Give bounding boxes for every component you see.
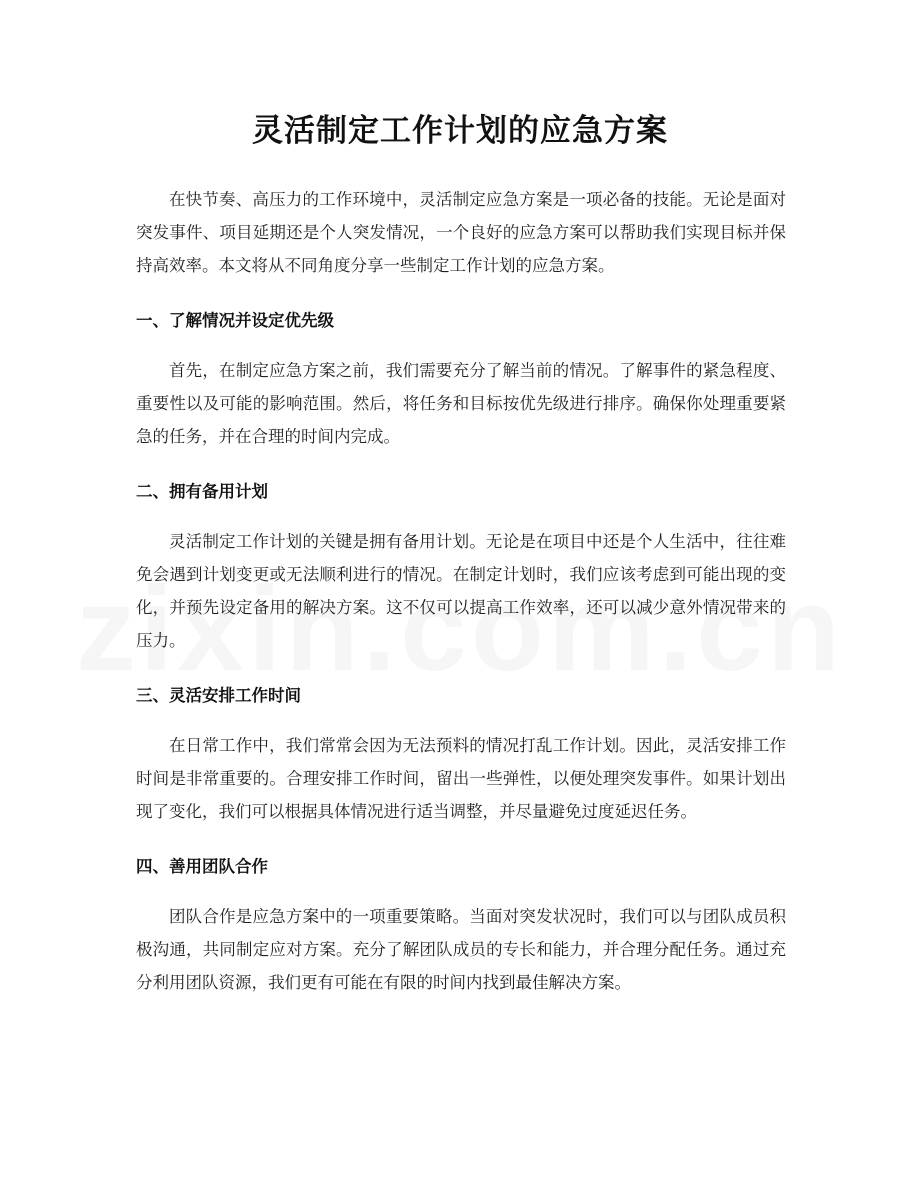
section-heading-2: 二、拥有备用计划 — [136, 482, 268, 501]
section-heading-3: 三、灵活安排工作时间 — [136, 686, 301, 705]
document-body — [136, 183, 786, 999]
intro-paragraph: 在快节奏、高压力的工作环境中，灵活制定应急方案是一项必备的技能。无论是面对突发事件、项目延期还是个人突发情况，一个良好的应急方案可以帮助我们实现目标并保持高效率。本文将从不同角度分享一些制定工作计划的应急方案。 — [136, 190, 786, 275]
section-body-4: 团队合作是应急方案中的一项重要策略。当面对突发状况时，我们可以与团队成员积极沟通，共同制定应对方案。充分了解团队成员的专长和能力，并合理分配任务。通过充分利用团队资源，我们更有可能在有限的时间内找到最佳解决方案。 — [136, 907, 786, 992]
section-body-2: 灵活制定工作计划的关键是拥有备用计划。无论是在项目中还是个人生活中，往往难免会遇到计划变更或无法顺利进行的情况。在制定计划时，我们应该考虑到可能出现的变化，并预先设定备用的解决方案。这不仅可以提高工作效率，还可以减少意外情况带来的压力。 — [136, 532, 786, 650]
section-body-3: 在日常工作中，我们常常会因为无法预料的情况打乱工作计划。因此，灵活安排工作时间是非常重要的。合理安排工作时间，留出一些弹性，以便处理突发事件。如果计划出现了变化，我们可以根据具体情况进行适当调整，并尽量避免过度延迟任务。 — [136, 736, 786, 821]
document-title: 灵活制定工作计划的应急方案 — [252, 113, 668, 149]
section-heading-4: 四、善用团队合作 — [136, 857, 268, 876]
section-body-1: 首先，在制定应急方案之前，我们需要充分了解当前的情况。了解事件的紧急程度、重要性以及可能的影响范围。然后，将任务和目标按优先级进行排序。确保你处理重要紧急的任务，并在合理的时间内完成。 — [136, 361, 786, 446]
section-heading-1: 一、了解情况并设定优先级 — [136, 311, 334, 330]
